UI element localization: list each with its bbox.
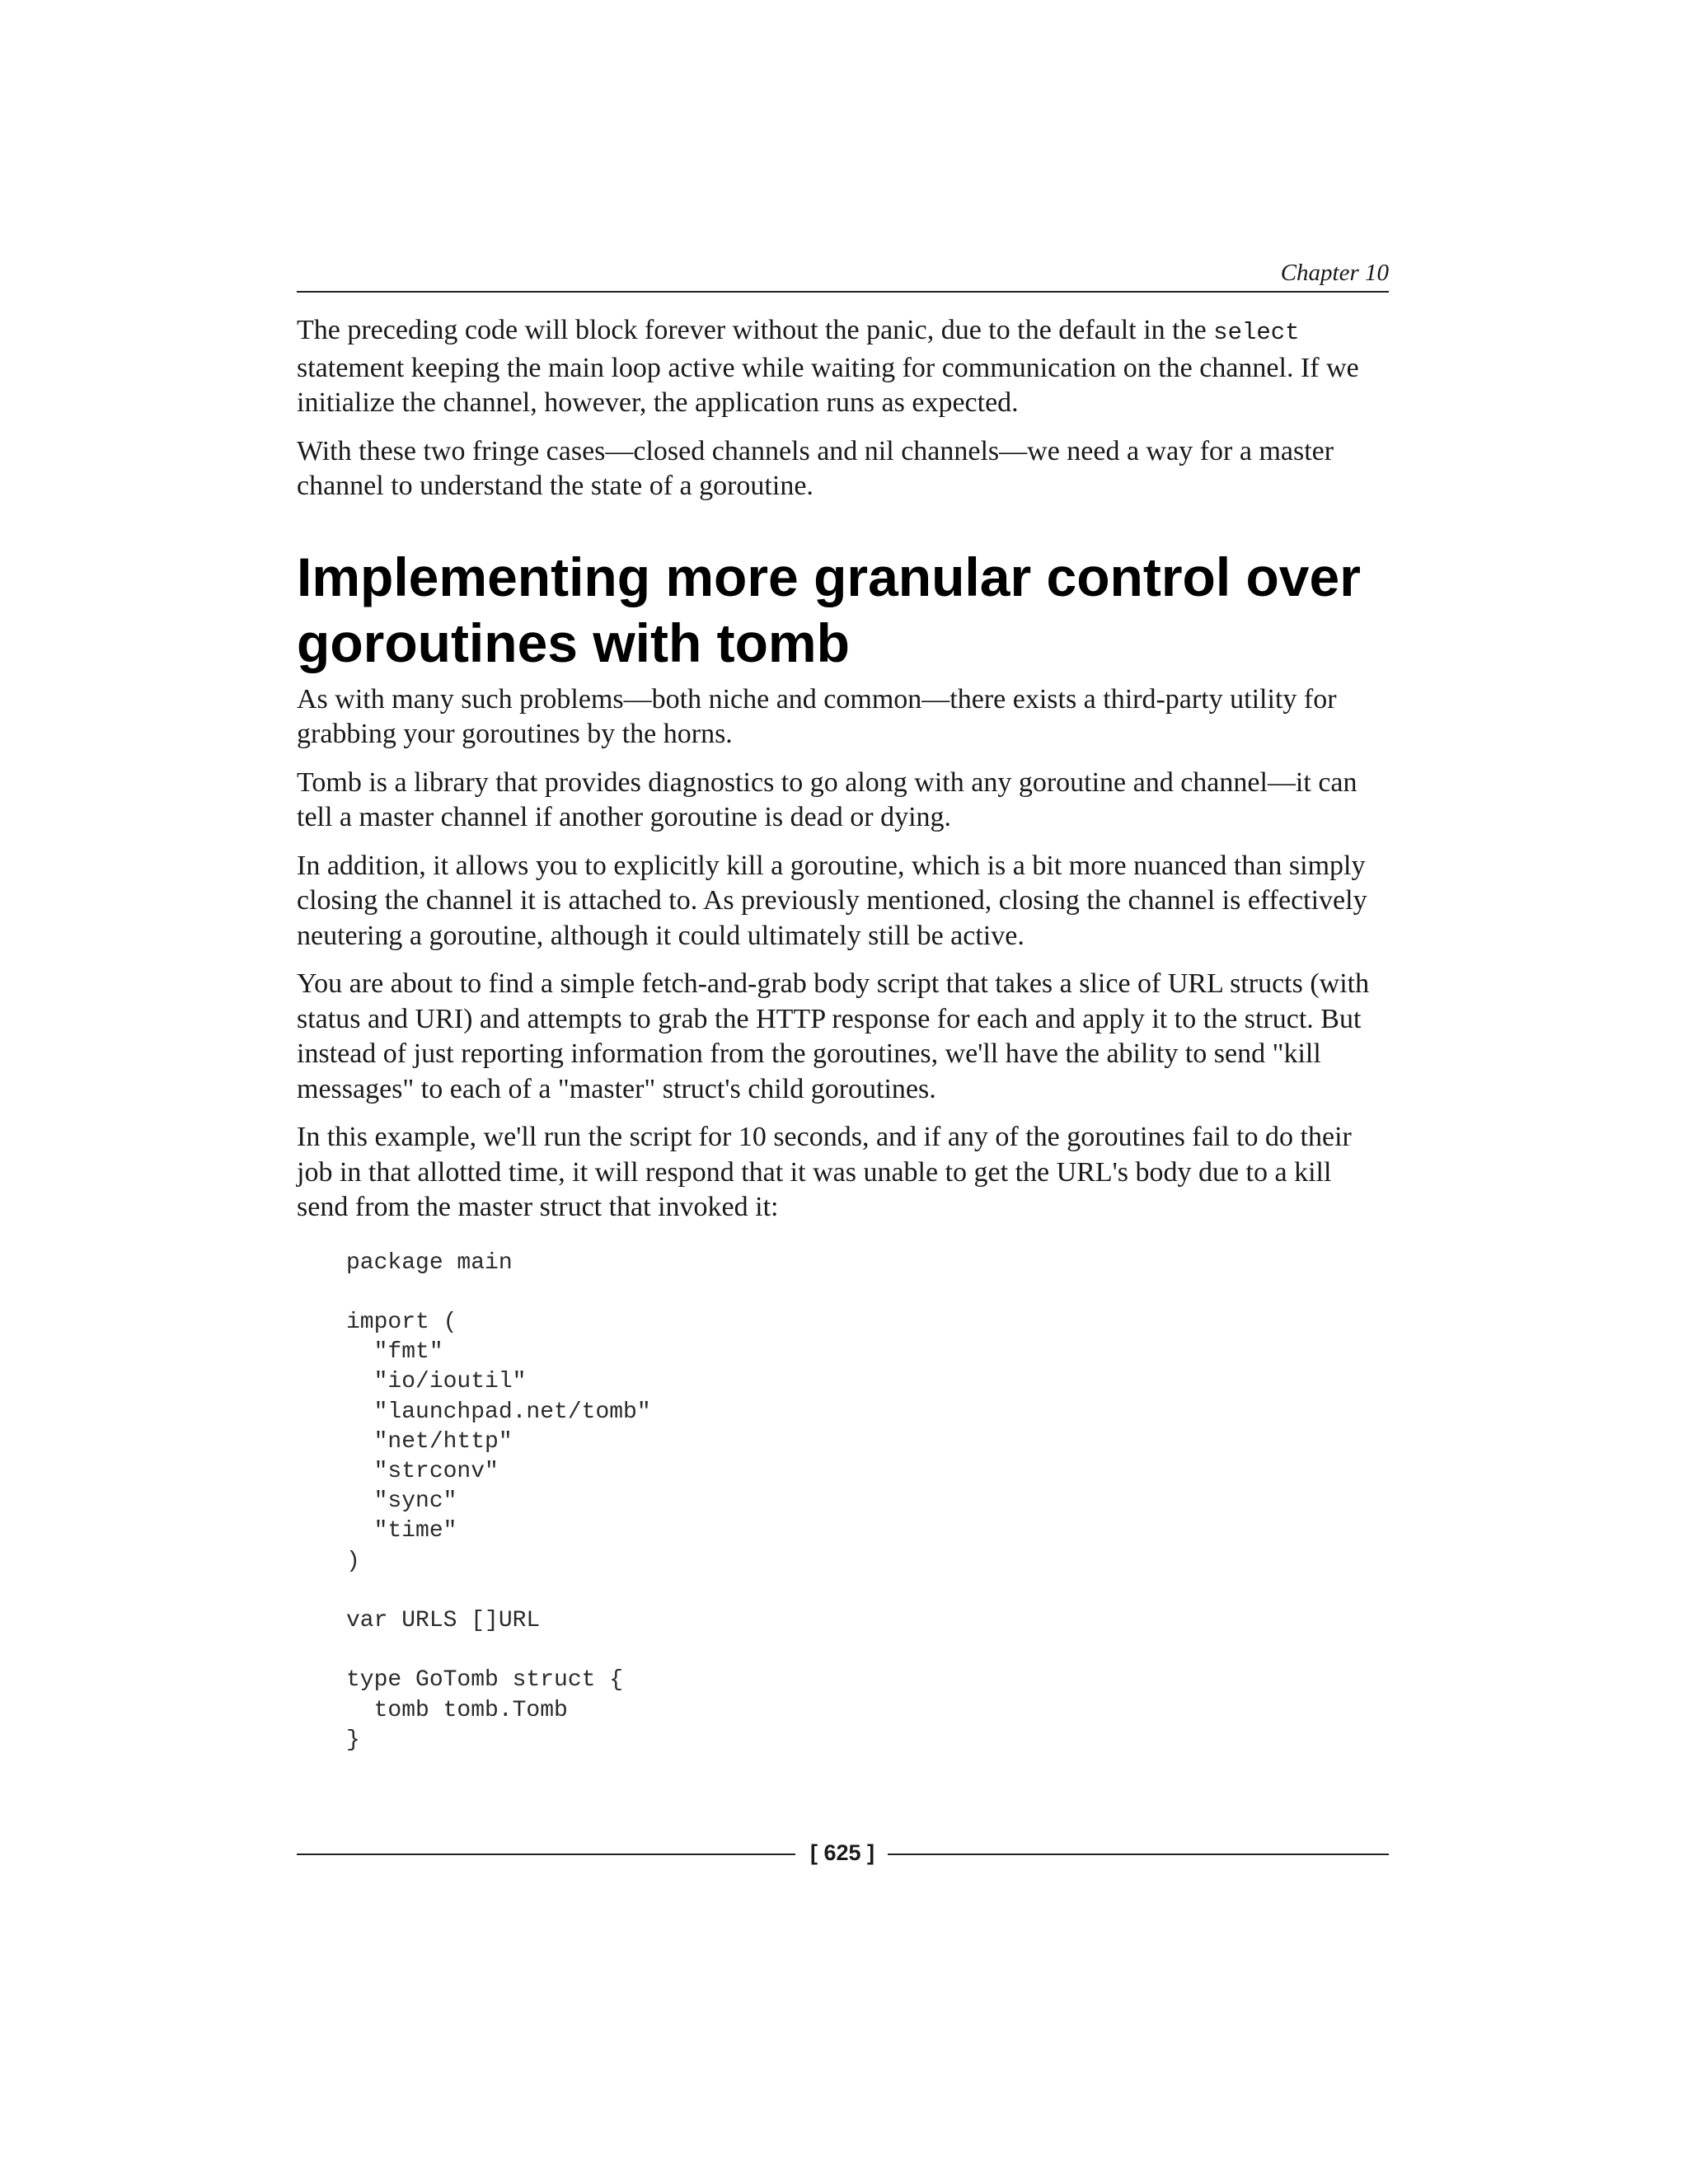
paragraph-text: The preceding code will block forever without the panic, due to the default in the [297, 315, 1214, 345]
running-head: Chapter 10 [1280, 260, 1389, 286]
paragraph-tomb-library: Tomb is a library that provides diagnostics to go along with any goroutine and channel—it can tell a master channel if another goroutine is dead or dying. [297, 766, 1357, 832]
paragraph-explicit-kill: In addition, it allows you to explicitly kill a goroutine, which is a bit more nuanced than simply closing the channel it is attached to. As previously mentioned, closing the channel is effectively neutering a goroutine, although it could ultimately still be active. [297, 850, 1367, 951]
paragraph-text: statement keeping the main loop active while waiting for communication on the channel. If we initialize the channel, however, the application runs as expected. [297, 352, 1359, 418]
inline-code-select: select [1213, 319, 1300, 346]
paragraph-third-party: As with many such problems—both niche and common—there exists a third-party utility for grabbing your goroutines by the horns. [297, 683, 1337, 749]
section-heading: Implementing more granular control over goroutines with tomb [297, 546, 1361, 673]
page-content [297, 313, 1389, 1755]
book-page [297, 0, 1389, 2184]
page-footer [297, 1836, 1389, 1869]
page-number: [ 625 ] [809, 1840, 875, 1865]
paragraph-fringe-cases: With these two fringe cases—closed channels and nil channels—we need a way for a master channel to understand the state of a goroutine. [297, 435, 1334, 501]
footer-rule-left [297, 1854, 795, 1855]
footer-rule-right [888, 1854, 1389, 1855]
paragraph-example-intro: In this example, we'll run the script for 10 seconds, and if any of the goroutines fail to do their job in that allotted time, it will respond that it was unable to get the URL's body due to a kill send from the master struct that invoked it: [297, 1122, 1352, 1222]
paragraph-blocking-explanation [297, 313, 1389, 421]
code-listing: package main import ( "fmt" "io/ioutil" "launchpad.net/tomb" "net/http" "strconv" "sync" "time" ) var URLS []URL type GoTomb struct { tomb tomb.Tomb } [346, 1249, 651, 1753]
paragraph-fetch-script: You are about to find a simple fetch-and-grab body script that takes a slice of URL structs (with status and URI) and attempts to grab the HTTP response for each and apply it to the struct. But instead of just reporting information from the goroutines, we'll have the ability to send "kill messages" to each of a "master" struct's child goroutines. [297, 968, 1370, 1104]
header-rule [297, 291, 1389, 293]
